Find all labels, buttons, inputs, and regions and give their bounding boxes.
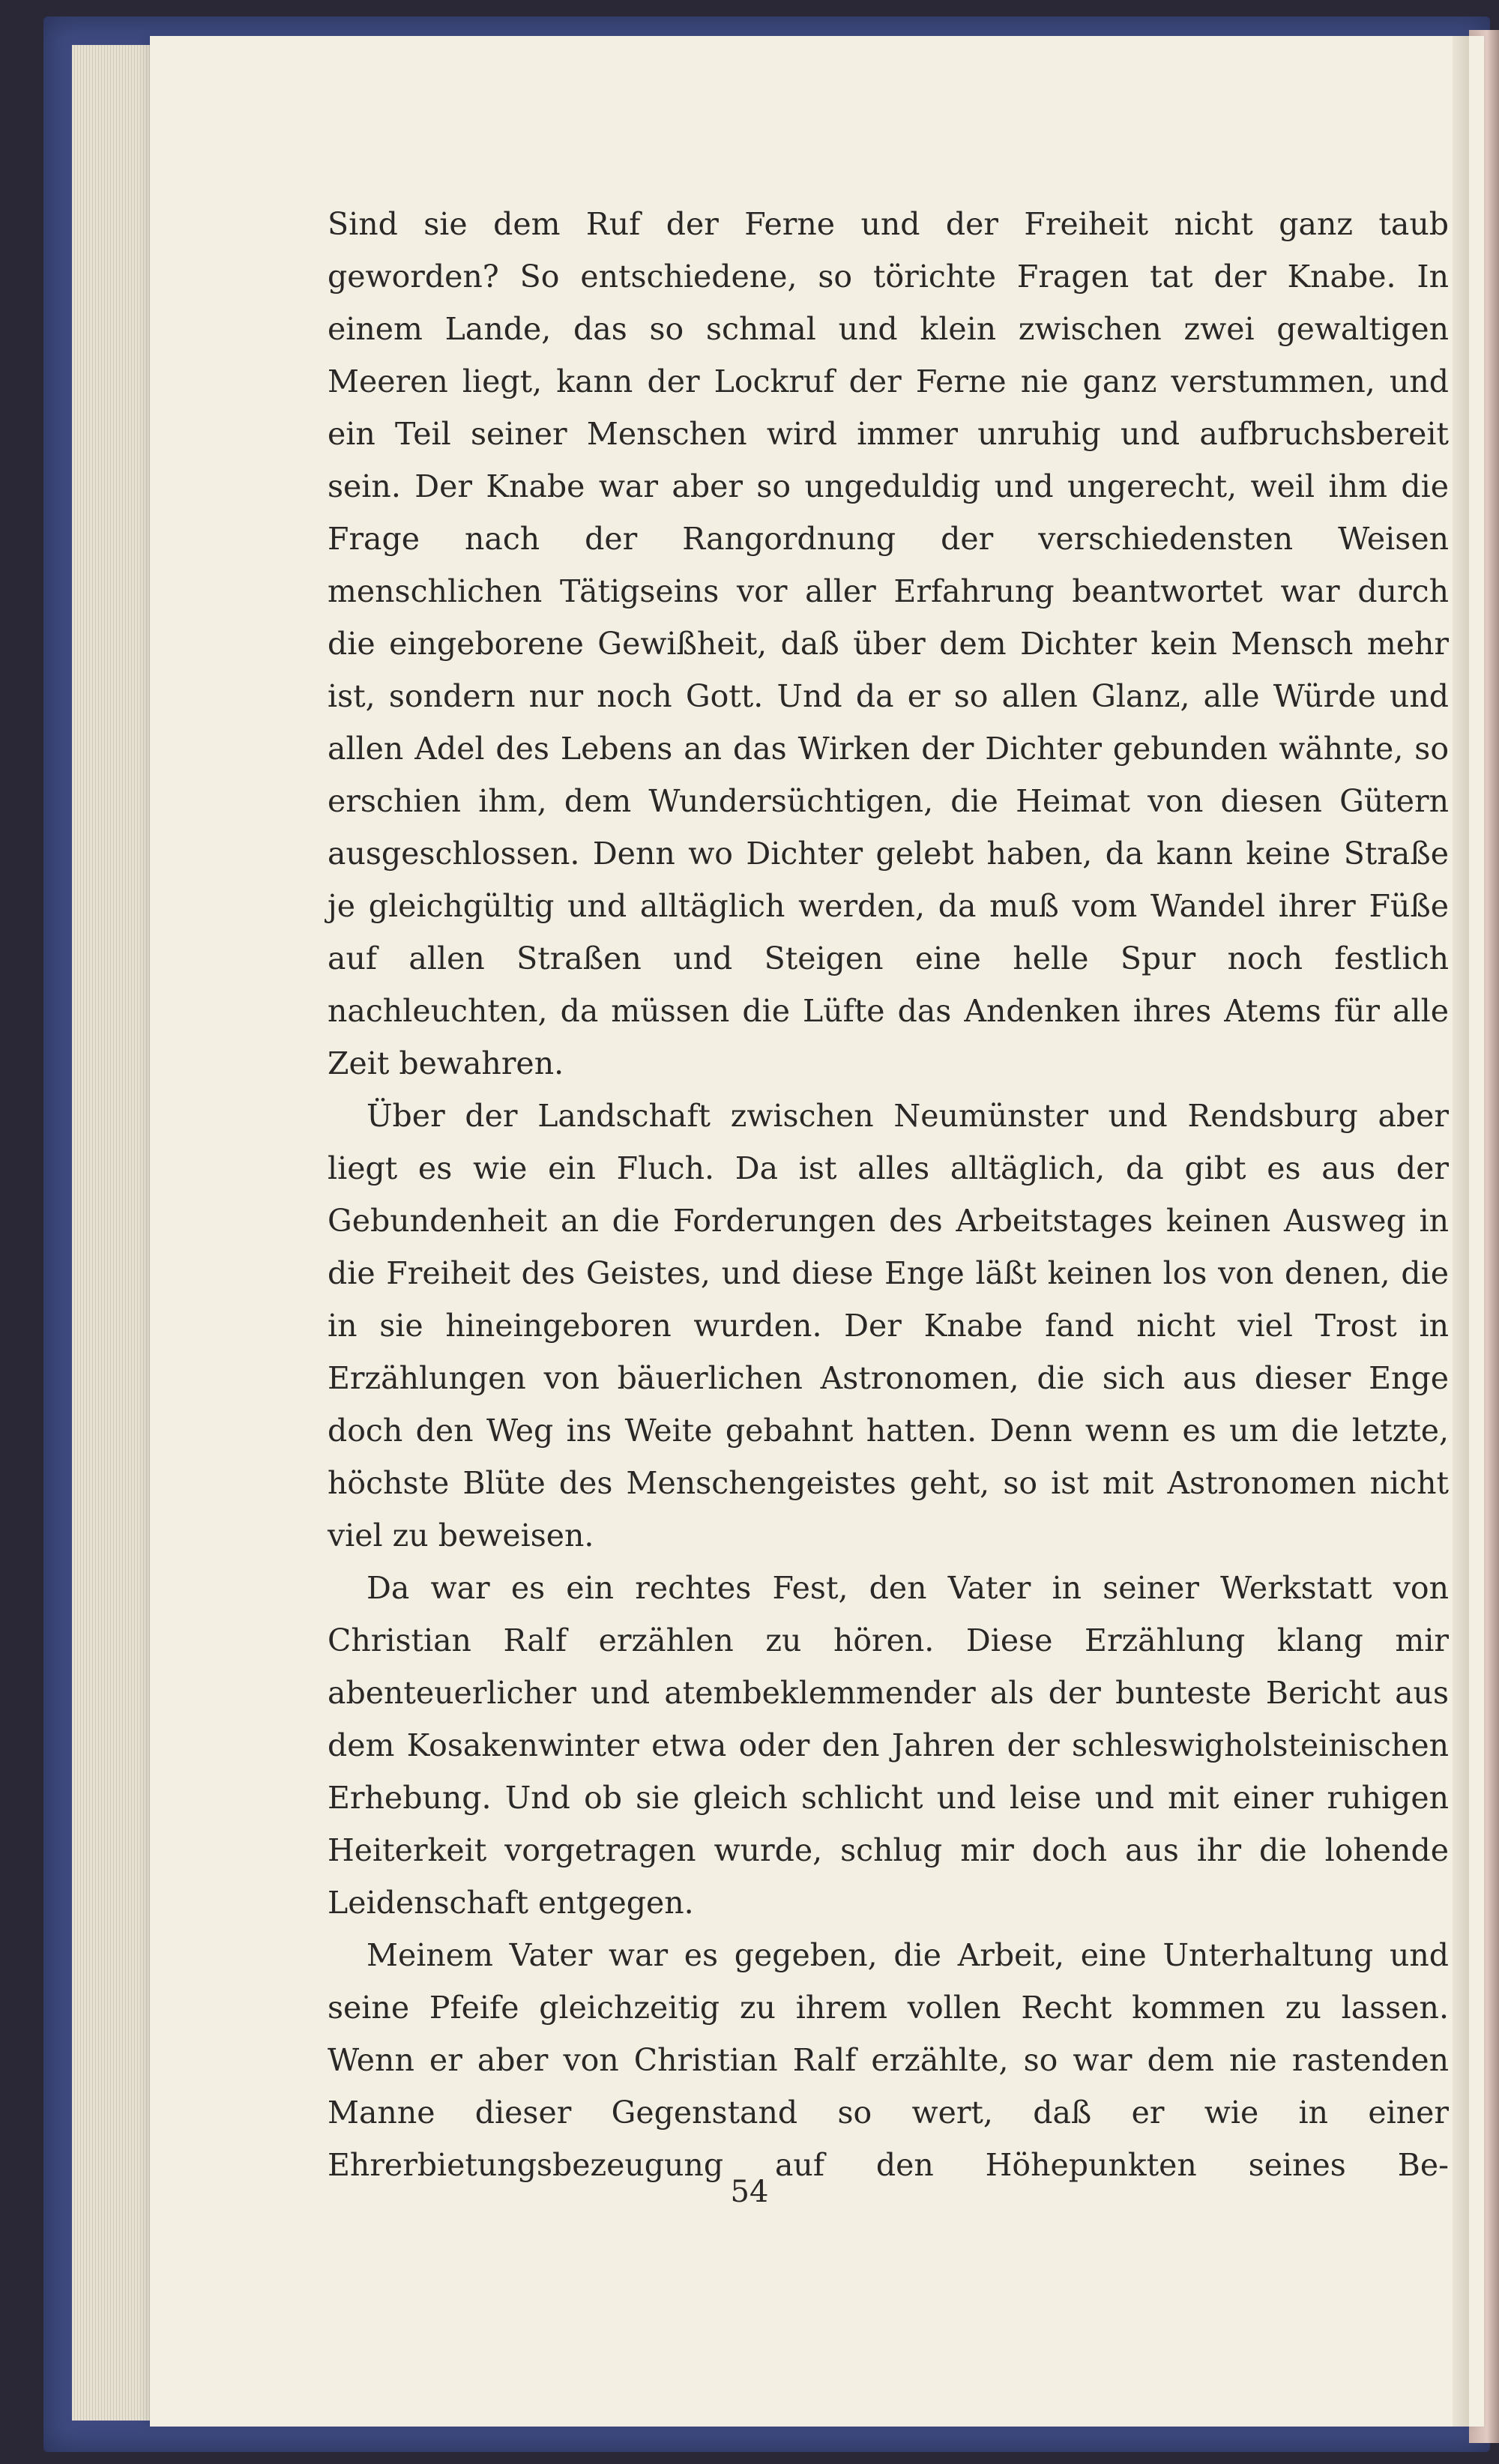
paragraph-3: Da war es ein rechtes Fest, den Vater in seiner Werkstatt von Christian Ralf erzählen zu hören. Diese Erzählung klang mir abenteuerlicher und atembeklemmender als der bunteste Bericht aus dem Kosakenwinter etwa oder den Jahren der schleswigholsteinischen Erhebung. Und ob sie gleich schlicht und leise und mit einer ruhigen Heiterkeit vorgetragen wurde, schlug mir doch aus ihr die lohende Leidenschaft entgegen. <box>328 1570 1449 1921</box>
paragraph-1: Sind sie dem Ruf der Ferne und der Freiheit nicht ganz taub geworden? So entschiedene, so törichte Fragen tat der Knabe. In einem Lande, das so schmal und klein zwischen zwei gewaltigen Meeren liegt, kann der Lockruf der Ferne nie ganz verstummen, und ein Teil seiner Menschen wird immer unruhig und aufbruchsbereit sein. Der Knabe war aber so ungeduldig und ungerecht, weil ihm die Frage nach der Rangordnung der verschiedensten Weisen menschlichen Tätigseins vor aller Erfahrung beantwortet war durch die eingeborene Gewißheit, daß über dem Dichter kein Mensch mehr ist, sondern nur noch Gott. Und da er so allen Glanz, alle Würde und allen Adel des Lebens an das Wirken der Dichter gebunden wähnte, so erschien ihm, dem Wundersüchtigen, die Heimat von diesen Gütern ausgeschlossen. Denn wo Dichter gelebt haben, da kann keine Straße je gleichgültig und alltäglich werden, da muß vom Wandel ihrer Füße auf allen Straßen und Steigen eine helle Spur noch festlich nachleuchten, da müssen die Lüfte das Andenken ihres Atems für alle Zeit bewahren. <box>328 206 1449 1081</box>
page-number: 54 <box>730 2175 769 2209</box>
next-page-edge <box>1453 36 1469 2427</box>
paragraph-2: Über der Landschaft zwischen Neumünster und Rendsburg aber liegt es wie ein Fluch. Da ist alles alltäglich, da gibt es aus der Gebundenheit an die Forderungen des Arbeitstages keinen Ausweg in die Freiheit des Geistes, und diese Enge läßt keinen los von denen, die in sie hineingeboren wurden. Der Knabe fand nicht viel Trost in Erzählungen von bäuerlichen Astronomen, die sich aus dieser Enge doch den Weg ins Weite gebahnt hatten. Denn wenn es um die letzte, höchste Blüte des Menschengeistes geht, so ist mit Astronomen nicht viel zu beweisen. <box>328 1098 1449 1553</box>
page-stack-edge <box>72 45 154 2421</box>
paragraph-4: Meinem Vater war es gegeben, die Arbeit, eine Unterhaltung und seine Pfeife gleichzeitig zu ihrem vollen Recht kommen zu lassen. Wenn er aber von Christian Ralf erzählte, so war dem nie rastenden Manne dieser Gegenstand so wert, daß er wie in einer Ehrerbietungsbezeugung auf den Höhepunkten seines Be- <box>328 1937 1449 2183</box>
page-text <box>328 198 1449 2191</box>
